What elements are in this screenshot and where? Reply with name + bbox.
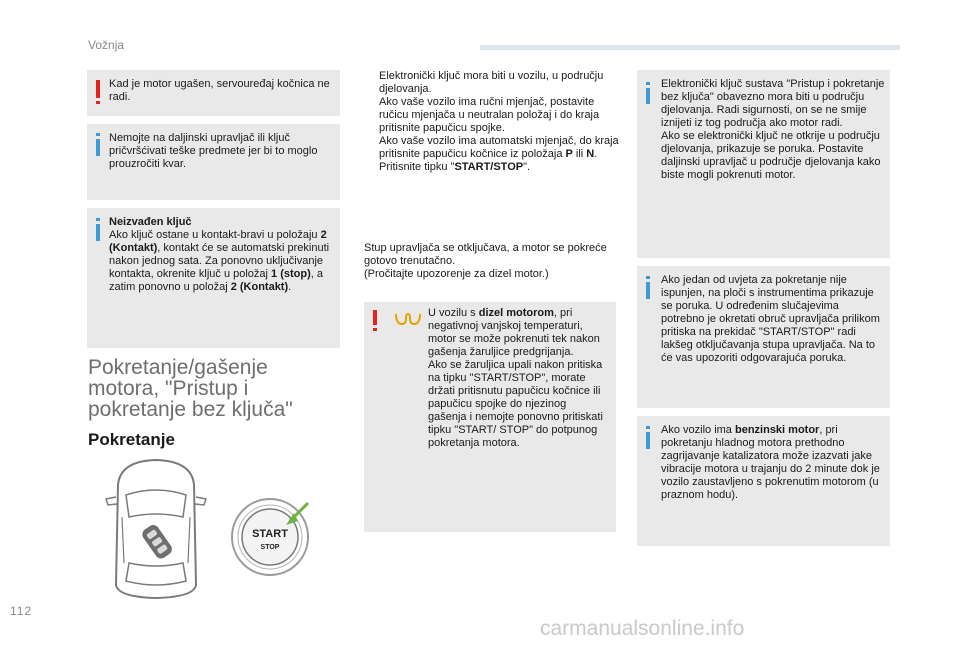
text-run: , pri negativnoj vanjskoj temperaturi, motor se može pokrenuti tek nakon gašenja žaruljice predgrijanja. (428, 307, 600, 358)
text-bold: N (586, 148, 595, 160)
text-run: Ako ključ ostane u kontakt-bravi u položaju (109, 229, 321, 241)
text-bold: START/STOP (454, 161, 524, 173)
text-bold: 1 (stop) (271, 268, 311, 280)
text-run: . (288, 281, 292, 293)
list-item-text: Ako vaše vozilo ima ručni mjenjač, postavite ručicu mjenjača u neutralan položaj i do kraja pritisnite papučicu spojke. (379, 96, 600, 134)
text-bold: 2 (Kontakt) (230, 281, 289, 293)
info-box-keyless-range (637, 70, 890, 258)
list-item-text: Ako vaše vozilo ima automatski mjenjač, do kraja pritisnite papučicu kočnice iz položaja (379, 135, 619, 160)
section-title: Pokretanje/gašenje motora, "Pristup i pokretanje bez ključa" (88, 356, 293, 421)
info-icon (646, 282, 650, 299)
text-run: . (594, 148, 598, 160)
start-procedure-list (364, 70, 620, 174)
info-text (109, 216, 331, 294)
subsection-title: Pokretanje (88, 430, 175, 449)
text-run: Ako vozilo ima (661, 424, 735, 436)
list-item (364, 135, 620, 161)
text-bold: P (565, 148, 573, 160)
warning-exclamation-icon (373, 310, 377, 325)
list-item-text: Pritisnite tipku " (379, 161, 455, 173)
stup-note: (Pročitajte upozorenje za dizel motor.) (364, 268, 549, 280)
info-box-key (87, 208, 340, 348)
stup-text: Stup upravljača se otključava, a motor se pokreće gotovo trenutačno. (364, 242, 607, 267)
watermark: carmanualsonline.info (540, 617, 745, 640)
warning-exclamation-icon (96, 80, 100, 98)
chapter-title: Vožnja (88, 38, 125, 52)
text-bold: benzinski motor (734, 424, 820, 436)
info-text (661, 78, 885, 182)
text-run: ". (523, 161, 531, 173)
warning-box-servo (87, 70, 340, 116)
warning-text: Kad je motor ugašen, servouređaj kočnica ne radi. (109, 78, 330, 103)
text-run: Ako se žaruljica upali nakon pritiska na tipku "START/STOP", morate držati pritisnutu papučicu kočnice ili papučicu spojke do njezinog gašenja i nemojte ponovno pritiskati tipku "START/ STOP" do potpunog pokretanja motora. (428, 359, 603, 449)
list-item (364, 161, 620, 174)
text-run: , kontakt će se automatski prekinuti nakon jednog sata. Za ponovno uključivanje kontakta, okrenite ključ u položaj (109, 242, 330, 280)
list-item (364, 70, 620, 96)
info-icon (96, 224, 100, 241)
glow-plug-icon (394, 312, 422, 326)
text-run: ili (572, 148, 587, 160)
start-stop-button-illustration (228, 495, 312, 579)
page-number: 112 (10, 604, 33, 618)
info-text (661, 424, 883, 502)
text-run: , pri pokretanju hladnog motora prethodno zagrijavanje katalizatora može izazvati jake vibracije motora u trajanju do 2 minute dok je vozilo zaustavljeno s pokrenutim motorom (u praznom hodu). (661, 424, 880, 501)
text-run: Elektronički ključ sustava "Pristup i pokretanje bez ključa" obavezno mora biti u području djelovanja. Radi sigurnosti, on se ne smije izniјeti iz tog područja ako motor radi. (661, 78, 885, 129)
list-item-text: Elektronički ključ mora biti u vozilu, u području djelovanja. (379, 70, 604, 95)
button-stop-label: STOP (260, 544, 280, 551)
text-run: Ako se elektronički ključ ne otkrije u području djelovanja, prikazuje se poruka. Postavite daljinski upravljač u područje djelovanja kako biste mogli pokrenuti motor. (661, 130, 881, 181)
text-bold: dizel motorom (478, 307, 554, 319)
info-heading: Neizvađen ključ (109, 216, 192, 228)
info-box-start-conditions (637, 266, 890, 408)
steering-unlock-text (364, 242, 614, 281)
info-icon (96, 139, 100, 156)
list-item (364, 96, 620, 135)
diesel-warning-text (428, 307, 606, 450)
info-icon (646, 432, 650, 449)
info-box-petrol-engine (637, 416, 890, 546)
header-bar (480, 45, 900, 50)
info-text: Nemojte na daljinski upravljač ili ključ pričvršćivati teške predmete jer bi to moglo prouzročiti kvar. (109, 132, 318, 170)
info-icon (646, 88, 650, 104)
text-run: U vozilu s (428, 307, 479, 319)
info-text: Ako jedan od uvjeta za pokretanje nije ispunjen, na ploči s instrumentima prikazuje se poruka. U određenim slučajevima potrebno je okretati obruč upravljača prilikom pritiska na prekidač "START/STOP" radi lakšeg otključavanja stupa upravljača. Na to će vas upozoriti odgovarajuća poruka. (661, 274, 880, 364)
text-bold: 2 (Kontakt) (109, 229, 327, 254)
info-box-remote (87, 124, 340, 200)
text-run: , a zatim ponovno u položaj (109, 268, 324, 293)
button-start-label: START (252, 528, 288, 540)
warning-box-diesel (364, 302, 616, 532)
car-key-illustration (100, 455, 212, 600)
